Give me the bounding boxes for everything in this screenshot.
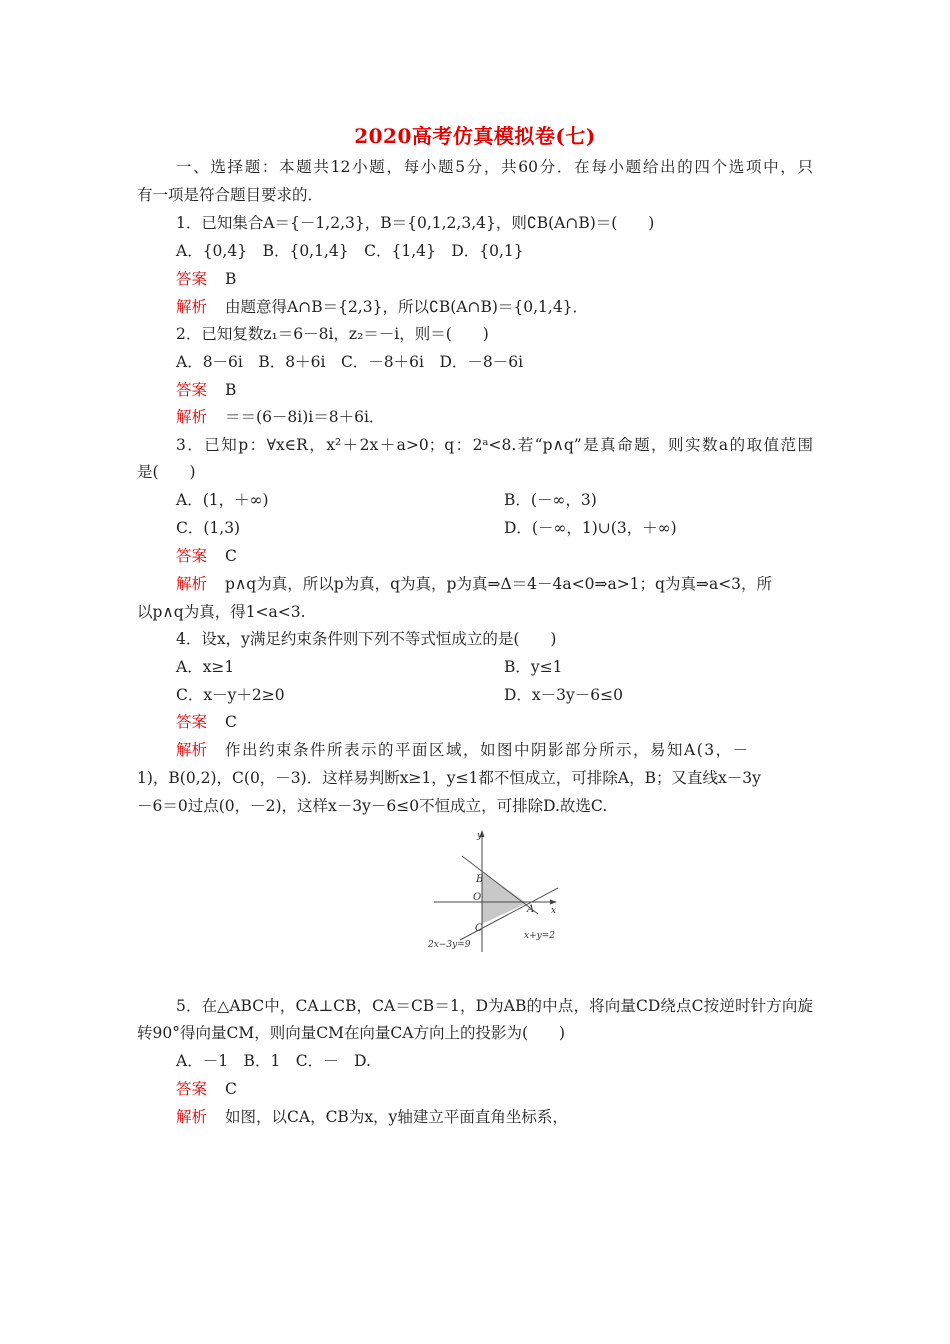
q3-stem-line-1: 3．已知p：∀x∈R，x²＋2x＋a>0；q：2ᵃ<8.若“p∧q”是真命题，则实数a的取值范围 — [176, 436, 813, 454]
q1-answer-row — [176, 269, 236, 289]
q4-stem: 4．设x，y满足约束条件则下列不等式恒成立的是( ) — [176, 630, 557, 648]
q1-stem: 1．已知集合A＝{－1,2,3}，B＝{0,1,2,3,4}，则∁B(A∩B)＝( ) — [176, 214, 655, 232]
q4-option-c: C．x－y＋2≥0 — [176, 686, 285, 704]
q2-analysis-row — [176, 407, 384, 427]
q3-analysis-row-1 — [176, 574, 772, 594]
analysis-label: 解析 — [176, 741, 208, 759]
q5-answer-row — [176, 1079, 237, 1099]
q3-option-b: B．(－∞，3) — [504, 491, 597, 509]
q5-options: A．－1 B．1 C．－ D. — [176, 1052, 371, 1070]
q4-analysis-line-1: 作出约束条件所表示的平面区域，如图中阴影部分所示，易知A(3，－ — [225, 741, 750, 759]
q4-analysis-row-1 — [176, 740, 813, 760]
q5-stem-line-2: 转90°得向量CM，则向量CM在向量CA方向上的投影为( ) — [137, 1024, 566, 1042]
analysis-label: 解析 — [176, 408, 208, 426]
q2-stem: 2．已知复数z₁＝6－8i，z₂＝－i，则＝( ) — [176, 325, 489, 343]
answer-label: 答案 — [176, 547, 208, 565]
q4-option-d: D．x－3y－6≤0 — [504, 686, 623, 704]
constraint-region-figure — [420, 828, 570, 956]
label-line-2: 2x−3y=9 — [428, 940, 471, 950]
q3-analysis-line-1: p∧q为真，所以p为真，q为真，p为真⇒Δ＝4－4a<0⇒a>1；q为真⇒a<3，所 — [225, 575, 773, 593]
q1-analysis: 由题意得A∩B＝{2,3}，所以∁B(A∩B)＝{0,1,4}． — [225, 298, 589, 316]
label-y: y — [477, 831, 483, 841]
analysis-label: 解析 — [176, 1108, 208, 1126]
answer-label: 答案 — [176, 1080, 208, 1098]
q3-stem-line-2: 是( ) — [137, 463, 196, 481]
q4-answer: C — [225, 713, 237, 731]
q4-option-b: B．y≤1 — [504, 658, 563, 676]
label-point-a: A — [527, 904, 535, 915]
intro-line-2: 有一项是符合题目要求的． — [137, 186, 324, 204]
analysis-label: 解析 — [176, 298, 208, 316]
q1-answer: B — [225, 270, 237, 288]
answer-label: 答案 — [176, 381, 208, 399]
q1-analysis-row — [176, 297, 588, 317]
q2-answer: B — [225, 381, 237, 399]
q4-analysis-line-3: －6＝0过点(0，－2)，这样x－3y－6≤0不恒成立，可排除D.故选C. — [137, 797, 608, 815]
intro-line-1: 一、选择题：本题共12小题，每小题5分，共60分．在每小题给出的四个选项中，只 — [176, 158, 813, 176]
q1-options: A．{0,4} B．{0,1,4} C．{1,4} D．{0,1} — [176, 242, 524, 260]
q4-analysis-line-2: 1)，B(0,2)，C(0，－3)．这样易判断x≥1，y≤1都不恒成立，可排除A，B；又直线x－3y — [137, 769, 761, 787]
label-x: x — [551, 906, 557, 916]
page-title: 2020高考仿真模拟卷(七) — [354, 124, 596, 148]
q4-option-a: A．x≥1 — [176, 658, 235, 676]
q3-analysis-line-2: 以p∧q为真，得1<a<3. — [137, 603, 306, 621]
q5-analysis: 如图，以CA，CB为x，y轴建立平面直角坐标系， — [225, 1108, 568, 1126]
q3-option-d: D．(－∞，1)∪(3，＋∞) — [504, 519, 677, 537]
label-origin: O — [473, 892, 482, 903]
q3-answer-row — [176, 546, 237, 566]
x-axis-arrow — [550, 900, 557, 905]
q2-analysis: ＝＝(6－8i)i＝8＋6i． — [225, 408, 385, 426]
q3-option-c: C．(1,3) — [176, 519, 241, 537]
answer-label: 答案 — [176, 713, 208, 731]
label-point-b: B — [476, 874, 484, 885]
q5-analysis-row — [176, 1107, 568, 1127]
q3-option-a: A．(1，＋∞) — [176, 491, 269, 509]
q5-answer: C — [225, 1080, 237, 1098]
label-point-c: C — [475, 923, 483, 934]
q4-answer-row — [176, 712, 237, 732]
q2-options: A．8－6i B．8＋6i C．－8＋6i D．－8－6i — [176, 353, 524, 371]
analysis-label: 解析 — [176, 575, 208, 593]
q3-answer: C — [225, 547, 237, 565]
answer-label: 答案 — [176, 270, 208, 288]
q5-stem-line-1: 5．在△ABC中，CA⊥CB，CA＝CB＝1，D为AB的中点，将向量CD绕点C按逆时针方向旋 — [176, 997, 813, 1015]
q2-answer-row — [176, 380, 236, 400]
label-line-1: x+y=2 — [524, 931, 555, 941]
